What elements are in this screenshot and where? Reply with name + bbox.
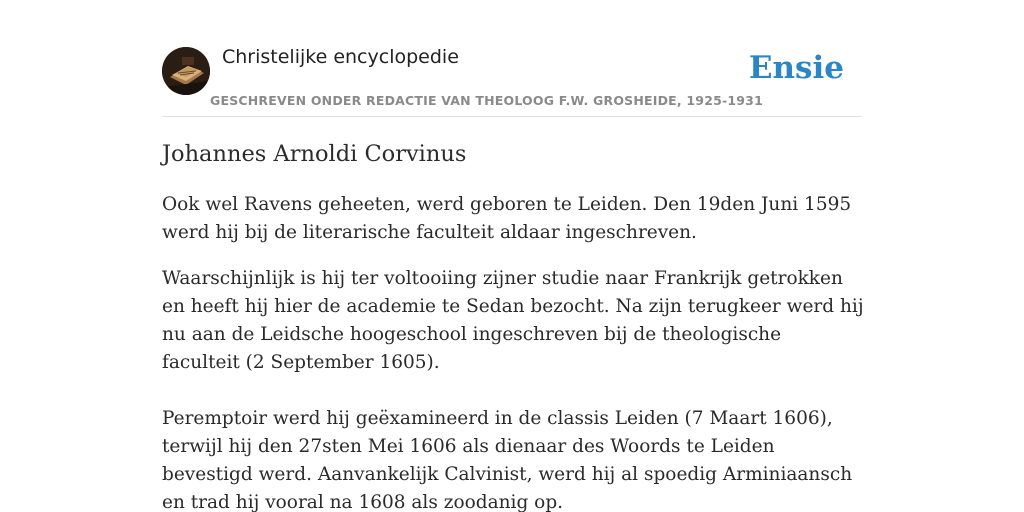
site-subtitle: GESCHREVEN ONDER REDACTIE VAN THEOLOOG F.W. GROSHEIDE, 1925-1931 (210, 93, 763, 108)
article-paragraph: Ook wel Ravens geheeten, werd geboren te Leiden. Den 19den Juni 1595 werd hij bij de literarische faculteit aldaar ingeschreven. (162, 194, 852, 243)
site-header (162, 46, 862, 117)
article-body (162, 137, 864, 512)
brand-logo-link[interactable]: Ensie (748, 50, 844, 86)
site-name[interactable]: Christelijke encyclopedie (222, 46, 459, 68)
article-paragraph: Peremptoir werd hij geëxamineerd in de classis Leiden (7 Maart 1606), terwijl hij den 27sten Mei 1606 als dienaar des Woords te Leiden bevestigd werd. Aanvankelijk Calvinist, werd hij al spoedig Arminiaansch en trad hij vooral na 1608 als zoodanig op. (162, 408, 853, 512)
article-title: Johannes Arnoldi Corvinus (162, 141, 467, 167)
article-paragraph: Waarschijnlijk is hij ter voltooiing zijner studie naar Frankrijk getrokken en heeft hij hier de academie te Sedan bezocht. Na zijn terugkeer werd hij nu aan de Leidsche hoogeschool ingeschreven bij de theologische faculteit (2 September 1605). (162, 268, 864, 373)
book-image-icon (162, 47, 210, 95)
site-logo-avatar[interactable] (162, 47, 210, 95)
